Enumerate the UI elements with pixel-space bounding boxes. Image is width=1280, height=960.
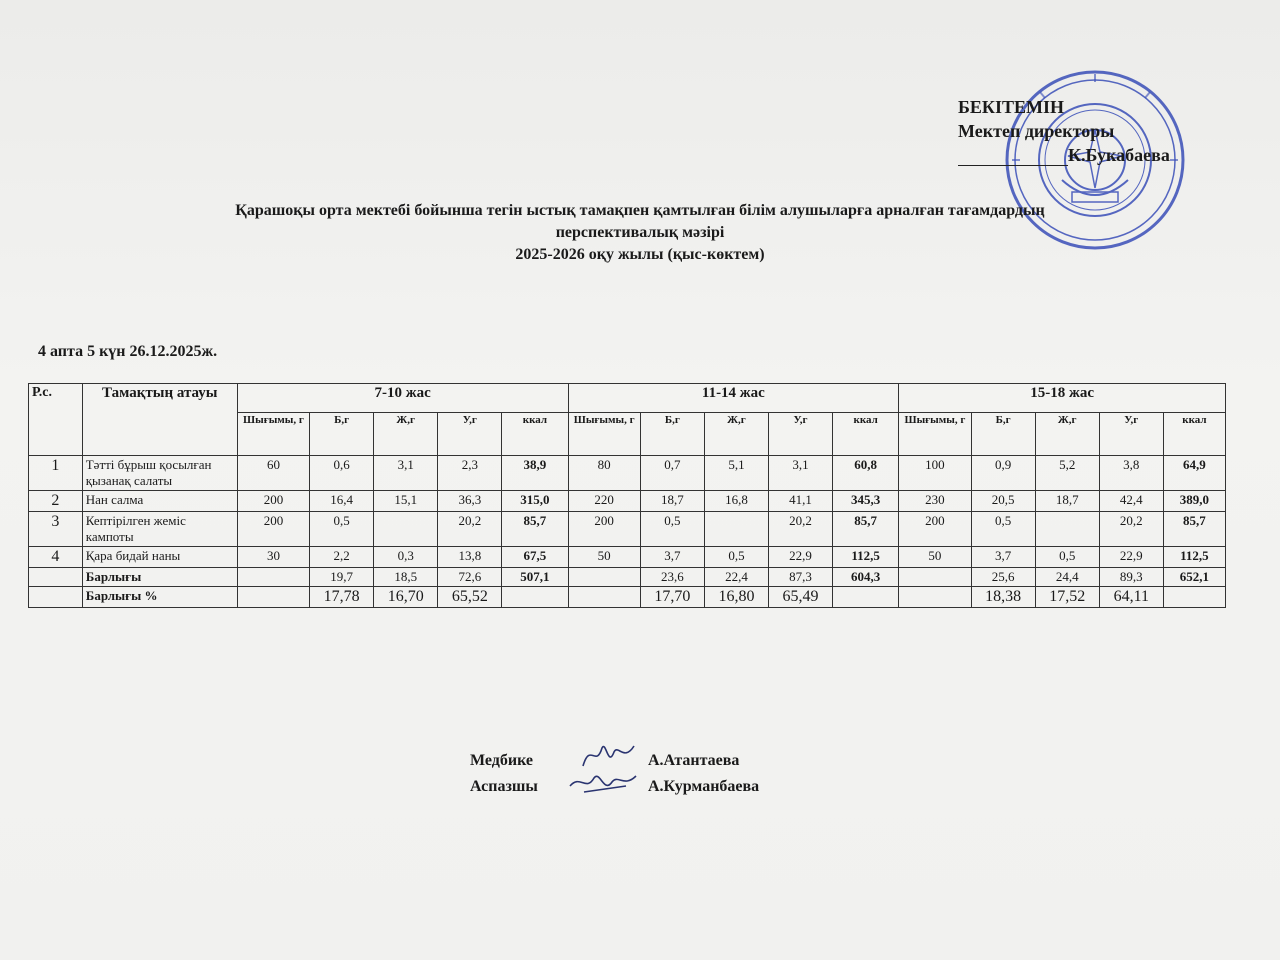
title-line-2: перспективалық мәзірі [555, 224, 725, 241]
row-number: 4 [29, 547, 83, 568]
subheader-cell: Ж,г [1035, 413, 1099, 456]
value-cell: 16,4 [310, 491, 374, 512]
total-cell [568, 568, 640, 587]
dish-name: Кептірілген жеміс кампоты [82, 512, 237, 547]
handwritten-signature [566, 766, 638, 800]
value-cell: 0,7 [640, 456, 704, 491]
total-cell: 507,1 [502, 568, 568, 587]
row-number: 3 [29, 512, 83, 547]
percent-cell: 16,80 [704, 587, 768, 608]
approval-heading: БЕКІТЕМІН [958, 97, 1064, 117]
value-cell: 64,9 [1163, 456, 1225, 491]
value-cell: 3,8 [1099, 456, 1163, 491]
day-line: 4 апта 5 күн 26.12.2025ж. [38, 343, 218, 360]
row-number [29, 568, 83, 587]
value-cell: 80 [568, 456, 640, 491]
approval-name: К.Букабаева [1068, 145, 1170, 165]
total-row [29, 568, 1226, 587]
value-cell: 0,5 [640, 512, 704, 547]
table-row [29, 456, 1226, 491]
value-cell: 0,5 [971, 512, 1035, 547]
subheader-cell: Шығымы, г [899, 413, 971, 456]
header-age-group: 7-10 жас [237, 384, 568, 413]
row-number: 2 [29, 491, 83, 512]
total-cell: 22,4 [704, 568, 768, 587]
value-cell: 41,1 [769, 491, 833, 512]
value-cell: 85,7 [502, 512, 568, 547]
value-cell: 345,3 [833, 491, 899, 512]
title-line-1: Қарашоқы орта мектебі бойынша тегін ыстық тамақпен қамтылған білім алушыларға арналған тағамдардың [235, 202, 1045, 219]
signature-role: Аспазшы [470, 778, 538, 795]
value-cell: 200 [237, 512, 309, 547]
dish-name: Қара бидай наны [82, 547, 237, 568]
table-row [29, 512, 1226, 547]
value-cell: 60 [237, 456, 309, 491]
value-cell: 0,6 [310, 456, 374, 491]
value-cell: 20,2 [769, 512, 833, 547]
percent-cell [568, 587, 640, 608]
subheader-cell: Шығымы, г [568, 413, 640, 456]
value-cell: 30 [237, 547, 309, 568]
table-row [29, 547, 1226, 568]
row-number [29, 587, 83, 608]
value-cell: 3,7 [640, 547, 704, 568]
value-cell: 200 [237, 491, 309, 512]
value-cell: 315,0 [502, 491, 568, 512]
percent-cell [502, 587, 568, 608]
document-title [100, 200, 1180, 266]
subheader-cell: ккал [502, 413, 568, 456]
total-label: Барлығы [82, 568, 237, 587]
percent-cell: 16,70 [374, 587, 438, 608]
total-cell: 23,6 [640, 568, 704, 587]
value-cell: 3,7 [971, 547, 1035, 568]
percent-label: Барлығы % [82, 587, 237, 608]
approval-signature-line [958, 165, 1068, 166]
value-cell: 42,4 [1099, 491, 1163, 512]
percent-cell: 17,70 [640, 587, 704, 608]
value-cell: 85,7 [833, 512, 899, 547]
value-cell: 38,9 [502, 456, 568, 491]
percent-cell [833, 587, 899, 608]
total-cell: 89,3 [1099, 568, 1163, 587]
value-cell: 389,0 [1163, 491, 1225, 512]
value-cell: 3,1 [374, 456, 438, 491]
value-cell: 3,1 [769, 456, 833, 491]
value-cell: 0,3 [374, 547, 438, 568]
percent-cell: 64,11 [1099, 587, 1163, 608]
value-cell: 20,2 [438, 512, 502, 547]
value-cell: 16,8 [704, 491, 768, 512]
value-cell [704, 512, 768, 547]
signature-name: А.Атантаева [648, 752, 740, 769]
value-cell: 0,5 [704, 547, 768, 568]
total-cell [237, 568, 309, 587]
value-cell: 112,5 [833, 547, 899, 568]
signature-role: Медбике [470, 752, 534, 769]
subheader-cell: У,г [438, 413, 502, 456]
subheader-cell: У,г [769, 413, 833, 456]
subheader-cell: Б,г [971, 413, 1035, 456]
value-cell: 18,7 [1035, 491, 1099, 512]
value-cell: 230 [899, 491, 971, 512]
value-cell: 85,7 [1163, 512, 1225, 547]
subheader-cell: Ж,г [374, 413, 438, 456]
total-cell: 72,6 [438, 568, 502, 587]
header-age-group: 15-18 жас [899, 384, 1226, 413]
subheader-cell: Б,г [640, 413, 704, 456]
percent-cell: 18,38 [971, 587, 1035, 608]
percent-cell: 65,49 [769, 587, 833, 608]
value-cell: 36,3 [438, 491, 502, 512]
subheader-cell: Б,г [310, 413, 374, 456]
subheader-cell: У,г [1099, 413, 1163, 456]
header-rs: Р.с. [29, 384, 83, 456]
value-cell: 50 [568, 547, 640, 568]
signature-name: А.Курманбаева [648, 778, 760, 795]
value-cell: 2,3 [438, 456, 502, 491]
subheader-cell: Шығымы, г [237, 413, 309, 456]
total-cell: 24,4 [1035, 568, 1099, 587]
percent-cell: 65,52 [438, 587, 502, 608]
total-cell: 604,3 [833, 568, 899, 587]
value-cell [374, 512, 438, 547]
header-age-group: 11-14 жас [568, 384, 899, 413]
value-cell: 0,9 [971, 456, 1035, 491]
percent-cell: 17,52 [1035, 587, 1099, 608]
value-cell: 18,7 [640, 491, 704, 512]
value-cell: 15,1 [374, 491, 438, 512]
title-line-3: 2025-2026 оқу жылы (қыс-көктем) [515, 246, 765, 263]
total-cell: 652,1 [1163, 568, 1225, 587]
value-cell: 200 [899, 512, 971, 547]
total-cell [899, 568, 971, 587]
value-cell: 220 [568, 491, 640, 512]
header-name: Тамақтың атауы [82, 384, 237, 456]
dish-name: Тәтті бұрыш қосылған қызанақ салаты [82, 456, 237, 491]
menu-table [28, 383, 1226, 608]
value-cell: 22,9 [1099, 547, 1163, 568]
total-cell: 18,5 [374, 568, 438, 587]
value-cell: 60,8 [833, 456, 899, 491]
value-cell: 100 [899, 456, 971, 491]
value-cell: 20,5 [971, 491, 1035, 512]
subheader-cell: ккал [833, 413, 899, 456]
subheader-cell: Ж,г [704, 413, 768, 456]
value-cell: 50 [899, 547, 971, 568]
percent-cell: 17,78 [310, 587, 374, 608]
value-cell: 0,5 [310, 512, 374, 547]
table-header-row [29, 384, 1226, 413]
percent-cell [1163, 587, 1225, 608]
value-cell [1035, 512, 1099, 547]
total-cell: 87,3 [769, 568, 833, 587]
value-cell: 13,8 [438, 547, 502, 568]
row-number: 1 [29, 456, 83, 491]
value-cell: 5,2 [1035, 456, 1099, 491]
value-cell: 5,1 [704, 456, 768, 491]
value-cell: 22,9 [769, 547, 833, 568]
subheader-cell: ккал [1163, 413, 1225, 456]
total-cell: 19,7 [310, 568, 374, 587]
value-cell: 20,2 [1099, 512, 1163, 547]
value-cell: 0,5 [1035, 547, 1099, 568]
value-cell: 112,5 [1163, 547, 1225, 568]
value-cell: 67,5 [502, 547, 568, 568]
dish-name: Нан салма [82, 491, 237, 512]
approval-block [958, 95, 1208, 167]
total-cell: 25,6 [971, 568, 1035, 587]
table-row [29, 491, 1226, 512]
percent-cell [899, 587, 971, 608]
approval-position: Мектеп директоры [958, 121, 1115, 141]
value-cell: 200 [568, 512, 640, 547]
percent-cell [237, 587, 309, 608]
value-cell: 2,2 [310, 547, 374, 568]
percent-row [29, 587, 1226, 608]
